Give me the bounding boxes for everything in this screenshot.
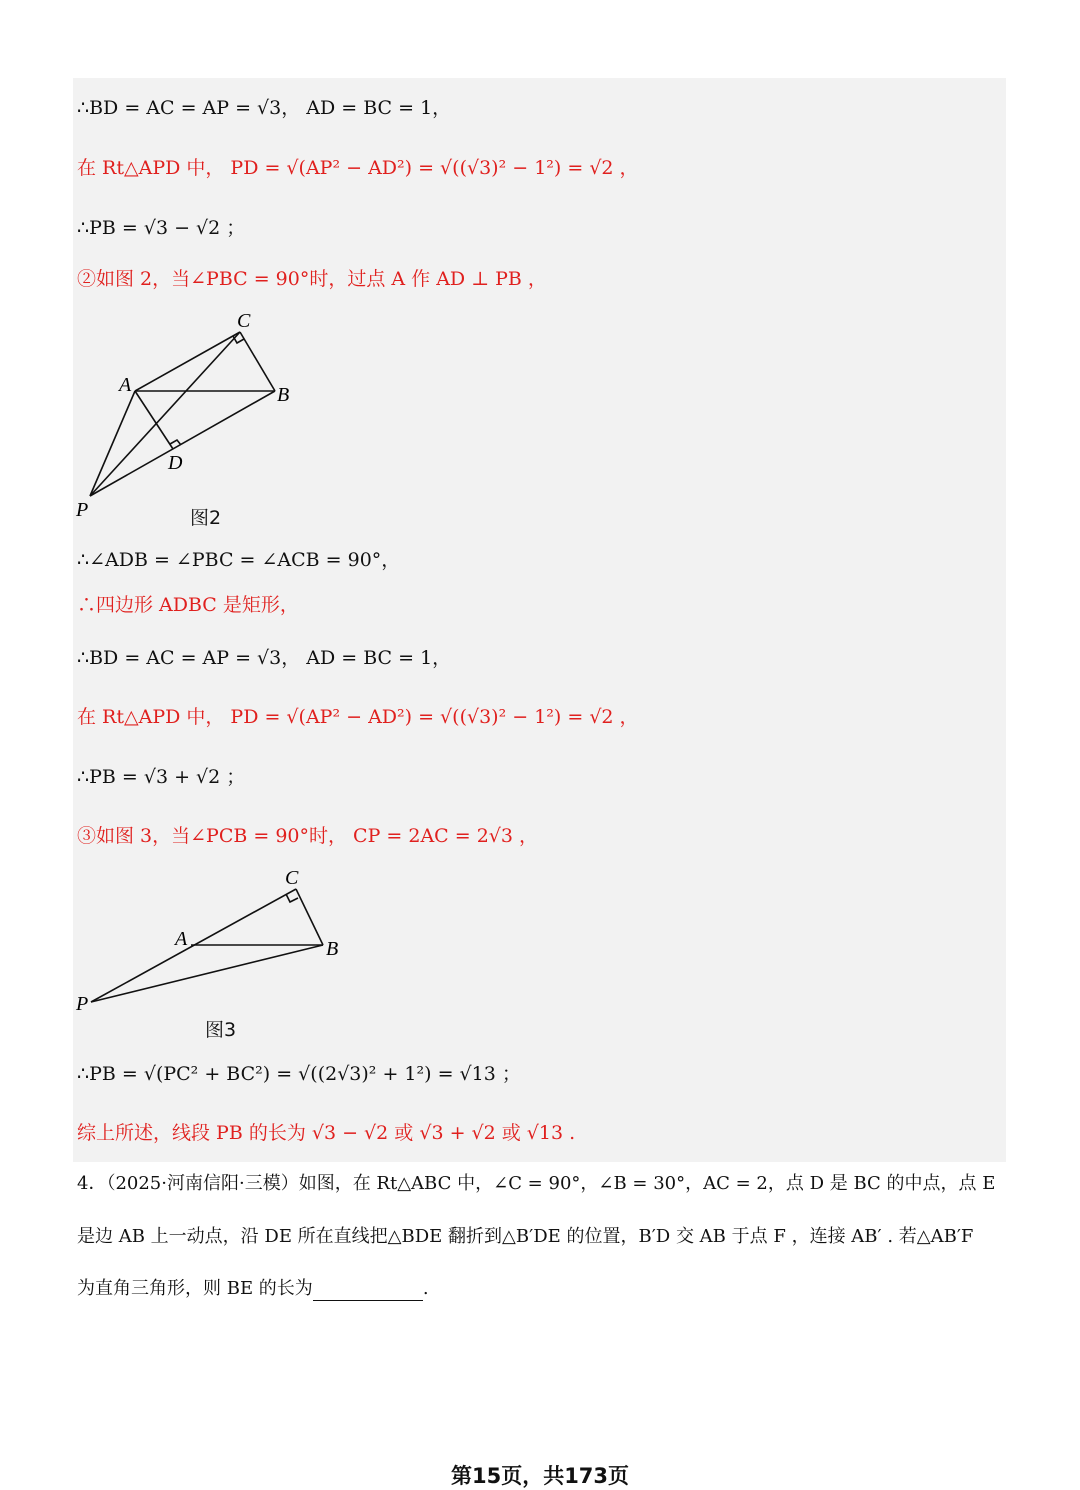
question-line-2: 是边 AB 上一动点，沿 DE 所在直线把△BDE 翻折到△B′DE 的位置，B′D 交 AB 于点 F ，连接 AB′ . 若△AB′F [77,1226,974,1247]
solution-line-10: ③如图 3，当∠PCB = 90°时， CP = 2AC = 2√3 ， [77,825,539,847]
label-p: P [76,499,89,521]
answer-blank [313,1282,423,1301]
solution-line-1: ∴BD = AC = AP = √3， AD = BC = 1， [77,97,452,119]
page-number: 第15页，共173页 [450,1464,630,1488]
solution-line-2: 在 Rt△APD 中， PD = √(AP² − AD²) = √((√3)² − 1²) = √2 ， [77,157,639,179]
label-a: A [119,374,132,396]
question-line-3 [77,1277,429,1301]
question-text: 为直角三角形，则 BE 的长为 [77,1278,313,1299]
solution-line-3: ∴PB = √3 − √2 ； [77,217,246,239]
solution-line-11: ∴PB = √(PC² + BC²) = √((2√3)² + 1²) = √13 ； [77,1063,521,1085]
figure-3-caption: 图3 [205,1019,237,1041]
solution-line-8: 在 Rt△APD 中， PD = √(AP² − AD²) = √((√3)² − 1²) = √2 ， [77,706,639,728]
label-d: D [168,452,183,474]
solution-line-12: 综上所述，线段 PB 的长为 √3 − √2 或 √3 + √2 或 √13 . [77,1122,576,1144]
question-line-1: 4．（2025·河南信阳·三模）如图，在 Rt△ABC 中，∠C = 90°，∠B = 30°，AC = 2，点 D 是 BC 的中点，点 E [77,1173,996,1194]
solution-line-9: ∴PB = √3 + √2 ； [77,766,246,788]
label-c: C [237,310,251,332]
label-c: C [285,867,299,889]
label-p: P [76,993,89,1015]
figure-2-caption: 图2 [190,507,222,529]
figure-2 [73,305,313,525]
label-b: B [326,938,339,960]
label-a: A [175,928,188,950]
solution-line-7: ∴BD = AC = AP = √3， AD = BC = 1， [77,647,452,669]
figure-3 [73,862,363,1022]
solution-line-6: ∴四边形 ADBC 是矩形， [77,594,299,616]
question-period: . [422,1278,429,1299]
label-b: B [277,384,290,406]
solution-line-5: ∴∠ADB = ∠PBC = ∠ACB = 90°， [77,549,401,571]
solution-line-4: ②如图 2，当∠PBC = 90°时，过点 A 作 AD ⊥ PB ， [77,268,547,290]
